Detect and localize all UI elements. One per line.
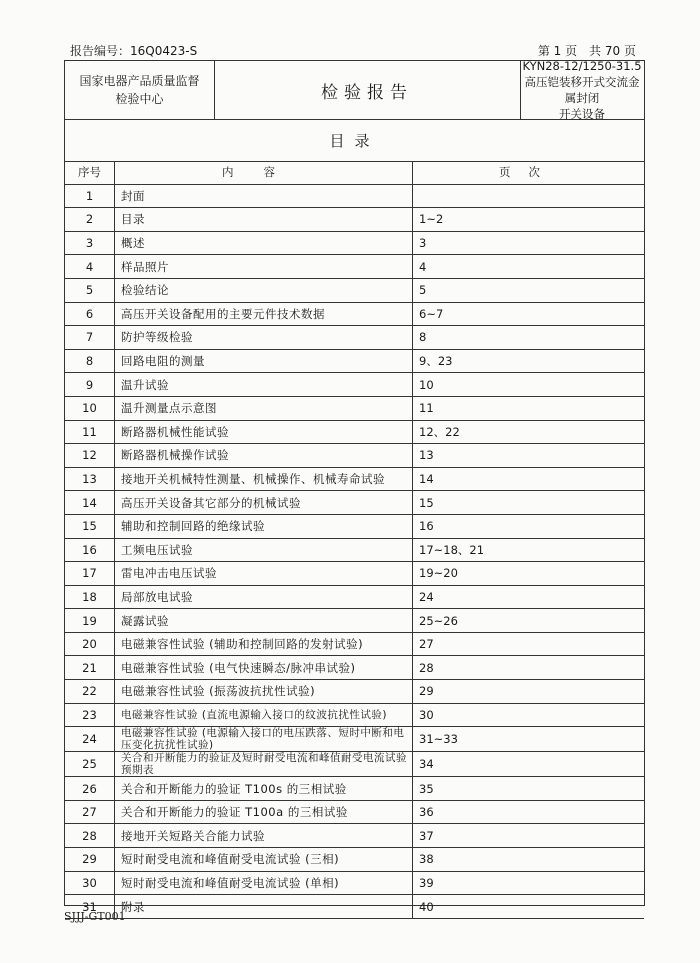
col-header-no: 序号 (65, 161, 115, 184)
row-number: 4 (65, 255, 115, 279)
row-content: 辅助和控制回路的绝缘试验 (115, 514, 413, 538)
row-content: 关合和开断能力的验证 T100a 的三相试验 (115, 800, 413, 824)
col-header-page: 页次 (413, 161, 645, 184)
row-page: 15 (413, 491, 645, 515)
row-page: 14 (413, 467, 645, 491)
row-page: 8 (413, 326, 645, 350)
page-info: 第 1 页 共 70 页 (537, 44, 636, 58)
row-content: 电磁兼容性试验 (电气快速瞬态/脉冲串试验) (115, 656, 413, 680)
toc-header-row (65, 161, 644, 184)
doc-title: 检验报告 (214, 61, 521, 119)
table-row (65, 278, 644, 302)
row-page: 1~2 (413, 208, 645, 232)
row-content: 接地开关短路关合能力试验 (115, 824, 413, 848)
row-page: 30 (413, 703, 645, 727)
row-page (413, 184, 645, 208)
table-row (65, 184, 644, 208)
row-content: 短时耐受电流和峰值耐受电流试验 (单相) (115, 871, 413, 895)
table-row (65, 444, 644, 468)
row-number: 18 (65, 585, 115, 609)
table-row (65, 895, 644, 919)
row-page: 35 (413, 777, 645, 801)
row-number: 25 (65, 752, 115, 777)
table-row (65, 255, 644, 279)
row-page: 11 (413, 396, 645, 420)
form-code: SJJJ-GT001 (64, 910, 126, 923)
table-row (65, 231, 644, 255)
row-number: 16 (65, 538, 115, 562)
table-row (65, 538, 644, 562)
report-header (65, 61, 644, 120)
row-content: 高压开关设备其它部分的机械试验 (115, 491, 413, 515)
row-number: 27 (65, 800, 115, 824)
row-number: 12 (65, 444, 115, 468)
table-row (65, 680, 644, 704)
table-row (65, 777, 644, 801)
table-row (65, 396, 644, 420)
product-line-3: 开关设备 (559, 107, 605, 121)
table-row (65, 326, 644, 350)
row-number: 22 (65, 680, 115, 704)
product-name (520, 61, 644, 119)
row-content: 凝露试验 (115, 609, 413, 633)
row-number: 28 (65, 824, 115, 848)
row-page: 27 (413, 632, 645, 656)
row-number: 3 (65, 231, 115, 255)
row-content: 电磁兼容性试验 (振荡波抗扰性试验) (115, 680, 413, 704)
row-page: 5 (413, 278, 645, 302)
row-page: 17~18、21 (413, 538, 645, 562)
row-content: 电磁兼容性试验 (电源输入接口的电压跌落、短时中断和电压变化抗扰性试验) (115, 727, 413, 752)
product-line-2: 高压铠装移开式交流金属封闭 (524, 75, 640, 105)
row-page: 38 (413, 848, 645, 872)
row-number: 29 (65, 848, 115, 872)
row-number: 8 (65, 349, 115, 373)
row-page: 19~20 (413, 562, 645, 586)
row-number: 10 (65, 396, 115, 420)
table-row (65, 514, 644, 538)
table-row (65, 302, 644, 326)
row-page: 3 (413, 231, 645, 255)
row-content: 断路器机械性能试验 (115, 420, 413, 444)
row-content: 样品照片 (115, 255, 413, 279)
row-content: 高压开关设备配用的主要元件技术数据 (115, 302, 413, 326)
row-content: 关合和开断能力的验证及短时耐受电流和峰值耐受电流试验预期表 (115, 752, 413, 777)
row-page: 6~7 (413, 302, 645, 326)
row-number: 9 (65, 373, 115, 397)
row-page: 39 (413, 871, 645, 895)
table-row (65, 373, 644, 397)
row-content: 附录 (115, 895, 413, 919)
table-row (65, 848, 644, 872)
table-row (65, 420, 644, 444)
row-page: 4 (413, 255, 645, 279)
row-page: 10 (413, 373, 645, 397)
table-row (65, 752, 644, 777)
row-page: 25~26 (413, 609, 645, 633)
row-content: 封面 (115, 184, 413, 208)
row-page: 28 (413, 656, 645, 680)
row-content: 温升测量点示意图 (115, 396, 413, 420)
row-page: 31~33 (413, 727, 645, 752)
row-page: 16 (413, 514, 645, 538)
row-content: 回路电阻的测量 (115, 349, 413, 373)
row-number: 23 (65, 703, 115, 727)
row-content: 关合和开断能力的验证 T100s 的三相试验 (115, 777, 413, 801)
row-content: 电磁兼容性试验 (直流电源输入接口的纹波抗扰性试验) (115, 703, 413, 727)
row-content: 电磁兼容性试验 (辅助和控制回路的发射试验) (115, 632, 413, 656)
row-content: 工频电压试验 (115, 538, 413, 562)
row-number: 14 (65, 491, 115, 515)
row-page: 34 (413, 752, 645, 777)
table-row (65, 656, 644, 680)
table-row (65, 609, 644, 633)
row-number: 5 (65, 278, 115, 302)
row-page: 36 (413, 800, 645, 824)
table-row (65, 800, 644, 824)
table-row (65, 467, 644, 491)
row-number: 7 (65, 326, 115, 350)
row-number: 13 (65, 467, 115, 491)
product-model: KYN28-12/1250-31.5 (522, 59, 642, 73)
table-row (65, 824, 644, 848)
row-page: 13 (413, 444, 645, 468)
table-row (65, 562, 644, 586)
row-content: 温升试验 (115, 373, 413, 397)
row-content: 短时耐受电流和峰值耐受电流试验 (三相) (115, 848, 413, 872)
table-row (65, 871, 644, 895)
row-number: 30 (65, 871, 115, 895)
row-number: 21 (65, 656, 115, 680)
row-content: 防护等级检验 (115, 326, 413, 350)
table-row (65, 349, 644, 373)
row-content: 检验结论 (115, 278, 413, 302)
row-content: 断路器机械操作试验 (115, 444, 413, 468)
report-number: 报告编号：16Q0423-S (70, 44, 198, 58)
row-number: 26 (65, 777, 115, 801)
row-content: 概述 (115, 231, 413, 255)
row-page: 24 (413, 585, 645, 609)
row-number: 19 (65, 609, 115, 633)
row-page: 37 (413, 824, 645, 848)
row-page: 9、23 (413, 349, 645, 373)
org-line-1: 国家电器产品质量监督 (79, 74, 200, 88)
table-row (65, 632, 644, 656)
report-frame (64, 59, 645, 914)
row-number: 20 (65, 632, 115, 656)
row-number: 17 (65, 562, 115, 586)
toc-title: 目录 (65, 119, 644, 162)
col-header-content: 内容 (115, 161, 413, 184)
row-page: 29 (413, 680, 645, 704)
row-content: 目录 (115, 208, 413, 232)
row-number: 2 (65, 208, 115, 232)
organization (65, 61, 215, 119)
row-page: 12、22 (413, 420, 645, 444)
toc-table (65, 161, 644, 919)
table-row (65, 208, 644, 232)
row-content: 雷电冲击电压试验 (115, 562, 413, 586)
table-row (65, 727, 644, 752)
row-number: 1 (65, 184, 115, 208)
row-number: 15 (65, 514, 115, 538)
table-row (65, 491, 644, 515)
row-page: 40 (413, 895, 645, 919)
table-row (65, 585, 644, 609)
row-number: 24 (65, 727, 115, 752)
row-content: 局部放电试验 (115, 585, 413, 609)
row-number: 6 (65, 302, 115, 326)
row-number: 31 (65, 895, 115, 919)
toc-body (65, 184, 644, 918)
org-line-2: 检验中心 (115, 92, 164, 106)
row-content: 接地开关机械特性测量、机械操作、机械寿命试验 (115, 467, 413, 491)
row-number: 11 (65, 420, 115, 444)
table-row (65, 703, 644, 727)
